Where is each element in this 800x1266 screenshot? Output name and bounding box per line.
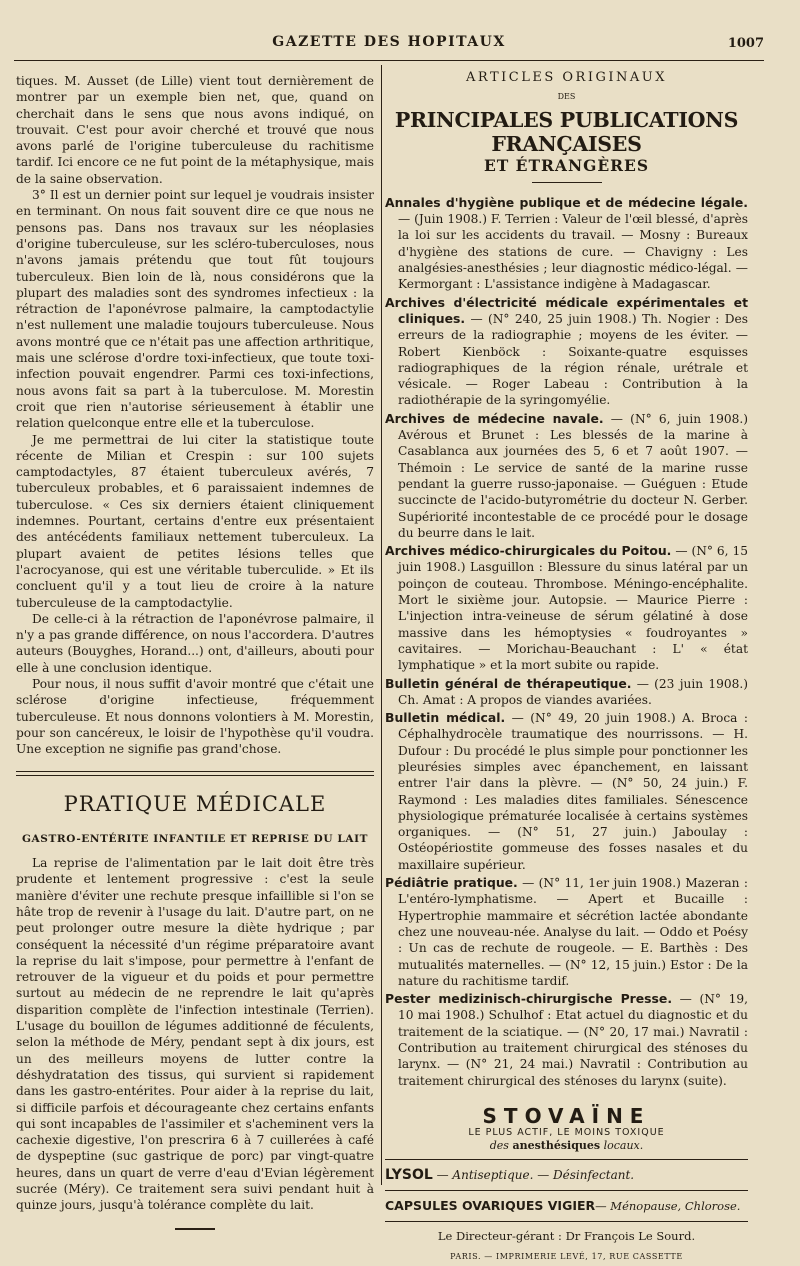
publication-entry bbox=[385, 411, 748, 541]
publication-entry bbox=[385, 543, 748, 673]
entry-text: — (N° 49, 20 juin 1908.) A. Broca : Céphalhydrocèle traumatique des nourrissons. — H. Dufour : Du procédé le plus simple pour ponctionner les pleurésies simples avec épanchement, en laissant entrer l'air dans la plèvre. — (N° 50, 24 juin.) F. Raymond : Les maladies dites familiales. Sénescence physiologique prématurée localisée à certains systèmes organiques. — (N° 51, 27 juin.) Jaboulay : Ostéopériostite gommeuse des fosses nasales et du maxillaire supérieur. bbox=[398, 711, 748, 872]
article-subtitle: GASTRO-ENTÉRITE INFANTILE ET REPRISE DU LAIT bbox=[21, 832, 369, 845]
column-divider bbox=[381, 65, 382, 1185]
right-column bbox=[385, 70, 749, 1266]
ad-text: des bbox=[489, 1138, 513, 1152]
journal-name: Archives d'électricité médicale expérimentales et cliniques. bbox=[385, 294, 748, 326]
articles-header: ARTICLES ORIGINAUX bbox=[466, 70, 667, 85]
lysol-text: — Antiseptique. — Désinfectant. bbox=[432, 1167, 635, 1182]
ad-text-bold: anesthésiques bbox=[512, 1138, 601, 1152]
articles-header-des: DES bbox=[557, 92, 576, 102]
paragraph: Je me permettrai de lui citer la statistique toute récente de Milian et Crespin : sur 100 sujets camptodactyles, 87 étaient tuberculeux avérés, 7 tuberculeux probables, et 6 paraissaient indemnes de tuberculose. « Ces six derniers étaient cliniquement indemnes. Pourtant, certains d'entre eux présentaient des antécédents familiaux nettement tuberculeux. La plupart avaient de petites lésions telles que l'acrocyanose, qui est une véritable tuberculide. » Et ils concluent qu'il y a tout lieu de croire à la nature tuberculeuse de la camptodactylie. bbox=[16, 432, 374, 610]
section-title: PRATIQUE MÉDICALE bbox=[63, 792, 327, 817]
publications-title: PRINCIPALES PUBLICATIONS FRANÇAISES bbox=[394, 107, 739, 156]
short-divider bbox=[532, 182, 602, 183]
stovaine-description bbox=[385, 1139, 748, 1153]
journal-name: Pédiâtrie pratique. bbox=[385, 875, 518, 891]
paragraph: Pour nous, il nous suffit d'avoir montré que c'était une sclérose d'origine infectieuse, fréquemment tuberculeuse. Et nous donnons volontiers à M. Morestin, pour son cancéreux, le loisir de l'hypothèse qu'il voudra. Une exception ne signifie pas grand'chose. bbox=[16, 676, 374, 757]
publication-entry bbox=[385, 991, 748, 1089]
journal-name: Archives médico-chirurgicales du Poitou. bbox=[385, 543, 672, 559]
paragraph: 3° Il est un dernier point sur lequel je voudrais insister en terminant. On nous fait souvent dire ce que nous ne pensons pas. Dans nos travaux sur les néoplasies d'origine tuberculeuse, sur les scléro-tuberculoses, nous n'avons jamais prétendu que tout fût toujours tuberculeux. Bien loin de là, nous considérons que la plupart des maladies sont des syndromes infectieux : la rétraction de l'aponévrose palmaire, la camptodactylie n'est nullement une maladie toujours tuberculeuse. Nous avons montré que ce n'était pas une affection arthritique, mais une sclérose d'ordre toxi-infectieux, que toute toxi-infection pouvait engendrer. Parmi ces toxi-infections, nous avons fait sa part à la tuberculose. M. Morestin croit que rien n'autorise sérieusement à établir une relation quelconque entre elle et la tuberculose. bbox=[16, 188, 374, 431]
advertisements bbox=[385, 1105, 748, 1266]
header-divider bbox=[14, 60, 764, 61]
page-number: 1007 bbox=[727, 36, 764, 51]
ad-divider bbox=[385, 1221, 748, 1222]
capsules-name: CAPSULES OVARIQUES VIGIER bbox=[385, 1197, 596, 1213]
entry-text: — (N° 6, juin 1908.) Avérous et Brunet : Les blessés de la marine à Casablanca aux journées des 5, 6 et 7 août 1907. — Thémoin : Le service de santé de la marine russe pendant la guerre russo-japonaise. — Guéguen : Etude succincte de l'acido-butyrométrie du docteur N. Gerber. Supériorité incontestable de ce procédé pour le dosage du beurre dans le lait. bbox=[398, 411, 748, 540]
journal-name: Pester medizinisch-chirurgische Presse. bbox=[385, 991, 673, 1007]
left-column bbox=[16, 73, 374, 1230]
ad-text: locaux. bbox=[600, 1138, 644, 1152]
entry-text: — (N° 240, 25 juin 1908.) Th. Nogier : Des erreurs de la radiographie ; moyens de les éviter. — Robert Kienböck : Soixante-quatre esquisses radiographiques de la région rénale, urétrale et vésicale. — Roger Labeau : Contribution à la radiothérapie de la syringomyélie. bbox=[398, 311, 748, 408]
stovaine-ad-title: STOVAÏNE bbox=[482, 1103, 651, 1128]
stovaine-tagline: LE PLUS ACTIF, LE MOINS TOXIQUE bbox=[468, 1126, 665, 1138]
journal-name: Annales d'hygiène publique et de médecine légale. bbox=[385, 194, 748, 210]
imprint-line: PARIS. — IMPRIMERIE LEVÉ, 17, RUE CASSETTE bbox=[450, 1252, 683, 1262]
lysol-name: LYSOL bbox=[385, 1166, 433, 1183]
ad-divider bbox=[385, 1159, 748, 1160]
publication-entry bbox=[385, 676, 748, 709]
publication-entry bbox=[385, 710, 748, 873]
journal-name: Bulletin médical. bbox=[385, 710, 506, 726]
entry-text: — (N° 11, 1er juin 1908.) Mazeran : L'entéro-lymphatisme. — Apert et Bucaille : Hypertrophie mammaire et sécrétion lactée abondante chez une nouveau-née. Analyse du lait. — Oddo et Poésy : Un cas de rechute de rougeole. — E. Barthès : Des mutualités maternelles. — (N° 12, 15 juin.) Estor : De la nature du rachitisme tardif. bbox=[398, 876, 748, 988]
journal-name: Bulletin général de thérapeutique. bbox=[385, 675, 632, 691]
paragraph: tiques. M. Ausset (de Lille) vient tout dernièrement de montrer par un exemple bien net, que, quand on cherchait dans le sens que nous avons indiqué, on trouvait. C'est pour avoir cherché et trouvé que nous avons parlé de l'origine tuberculeuse du rachitisme tardif. Ici encore ce ne fut point de la métaphysique, mais de la saine observation. bbox=[16, 74, 374, 186]
publication-entry bbox=[385, 295, 748, 409]
entry-text: — (N° 19, 10 mai 1908.) Schulhof : Etat actuel du diagnostic et du traitement de la sciatique. — (N° 20, 17 mai.) Navratil : Contribution au traitement chirurgical des sténoses du larynx. — (N° 21, 24 mai.) Navratil : Contribution au traitement chirurgical des sténoses du larynx (suite). bbox=[398, 992, 748, 1088]
director-line: Le Directeur-gérant : Dr François Le Sourd. bbox=[437, 1228, 696, 1243]
page-header bbox=[14, 34, 764, 56]
paragraph: La reprise de l'alimentation par le lait doit être très prudente et lentement progressive : c'est la seule manière d'éviter une rechute presque infaillible si l'on se hâte trop de revenir à l'usage du lait. D'autre part, on ne peut prolonger outre mesure la diète hydrique ; par conséquent la nécessité d'un régime préparatoire avant la reprise du lait s'impose, pour permettre à l'enfant de retrouver de la vigueur et du poids et pour permettre surtout au médecin de ne reprendre le lait qu'après disparition complète de l'infection intestinale (Terrien). L'usage du bouillon de légumes additionné de féculents, selon la méthode de Méry, pendant sept à dix jours, est un des meilleurs moyens de lutter contre la déshydratation des tissus, qui survient si rapidement dans les gastro-entérites. Pour aider à la reprise du lait, si difficile parfois et décourageante chez certains enfants qui sont incapables de l'assimiler et s'acheminent vers la cachexie digestive, l'on prescrira 6 à 7 cuillerées à café de dyspeptine (suc gastrique de porc) par vingt-quatre heures, dans un quart de verre d'eau d'Evian légèrement sucrée (Méry). Ce traitement sera suivi pendant huit à quinze jours, jusqu'à tolérance complète du lait. bbox=[16, 856, 374, 1213]
publications-subtitle: ET ÉTRANGÈRES bbox=[483, 155, 650, 175]
entry-text: — (Juin 1908.) F. Terrien : Valeur de l'œil blessé, d'après la loi sur les accidents du travail. — Mosny : Bureaux d'hygiène des stations de cure. — Chavigny : Les analgésies-anesthésies ; leur diagnostic médico-légal. — Kermorgant : L'assistance indigène à Madagascar. bbox=[398, 212, 748, 292]
ad-divider bbox=[385, 1190, 748, 1191]
capsules-text: — Ménopause, Chlorose. bbox=[595, 1198, 741, 1213]
entry-text: — (23 juin 1908.) Ch. Amat : A propos de viandes avariées. bbox=[398, 676, 748, 707]
gazette-title: GAZETTE DES HOPITAUX bbox=[272, 34, 506, 50]
entry-text: — (N° 6, 15 juin 1908.) Lasguillon : Blessure du sinus latéral par un poinçon de couteau. Thrombose. Méningo-encéphalite. Mort le sixième jour. Autopsie. — Maurice Pierre : L'injection intra-veineuse de sérum gélatiné à dose massive dans les hémoptysies « foudroyantes » cavitaires. — Morichau-Beauchant : L' « état lymphatique » et la mort subite ou rapide. bbox=[398, 544, 749, 673]
lysol-ad bbox=[385, 1166, 748, 1184]
paragraph: De celle-ci à la rétraction de l'aponévrose palmaire, il n'y a pas grande différence, on nous l'accordera. D'autres auteurs (Bouyghes, Horand...) ont, d'ailleurs, abouti pour elle à une conclusion identique. bbox=[16, 611, 375, 675]
publication-entry bbox=[385, 195, 748, 293]
publication-entry bbox=[385, 875, 748, 989]
section-divider bbox=[16, 771, 374, 776]
journal-name: Archives de médecine navale. bbox=[385, 410, 604, 426]
end-ornament bbox=[175, 1228, 215, 1230]
